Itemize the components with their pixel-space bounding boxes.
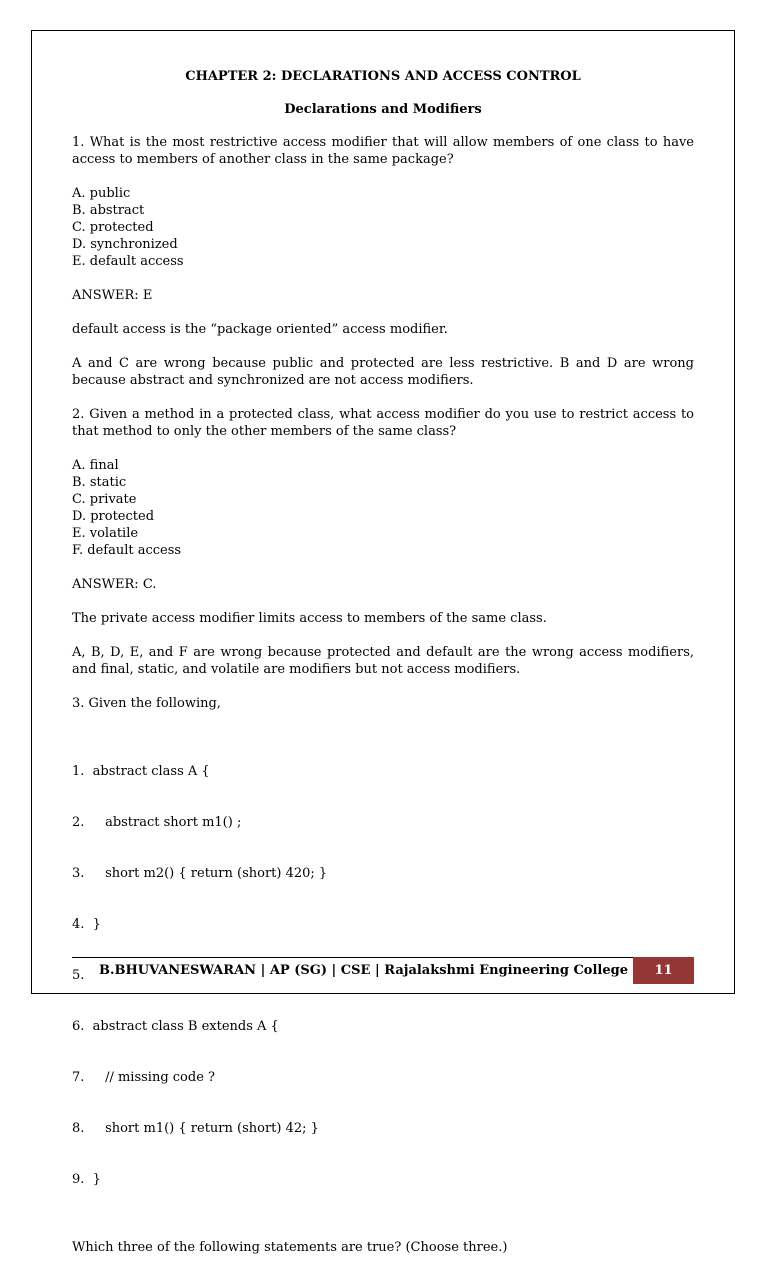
chapter-title: CHAPTER 2: DECLARATIONS AND ACCESS CONTROL [185, 69, 581, 84]
code-line: 5. [72, 968, 85, 983]
question-1-explanation-detail: A and C are wrong because public and protected are less restrictive. B and D are wrong because abstract and synchronized are not access modifiers. [72, 356, 694, 388]
question-1-options [72, 185, 694, 270]
code-line: 8. short m1() { return (short) 42; } [72, 1121, 319, 1136]
code-line: 2. abstract short m1() ; [72, 815, 242, 830]
question-2-options [72, 457, 694, 559]
question-1-answer: ANSWER: E [72, 288, 153, 303]
question-3: 3. Given the following, [72, 696, 221, 711]
option: A. final [72, 458, 119, 473]
question-2: 2. Given a method in a protected class, what access modifier do you use to restrict access to that method to only the other members of the same class? [72, 407, 694, 439]
code-line: 7. // missing code ? [72, 1070, 215, 1085]
option: D. protected [72, 509, 155, 524]
code-line: 3. short m2() { return (short) 420; } [72, 866, 328, 881]
option: E. volatile [72, 526, 139, 541]
option: B. abstract [72, 203, 145, 218]
question-2-explanation: The private access modifier limits access to members of the same class. [72, 611, 547, 626]
question-3-prompt: Which three of the following statements are true? (Choose three.) [72, 1240, 508, 1255]
option: D. synchronized [72, 237, 178, 252]
question-1-explanation: default access is the “package oriented” access modifier. [72, 322, 448, 337]
footer-text: B.BHUVANESWARAN | AP (SG) | CSE | Rajalakshmi Engineering College [98, 963, 628, 978]
option: F. default access [72, 543, 182, 558]
option: B. static [72, 475, 127, 490]
page-number-badge [633, 957, 694, 984]
document-body [72, 68, 694, 1273]
section-title: Declarations and Modifiers [284, 102, 482, 117]
footer-divider [72, 957, 694, 958]
page-number: 11 [654, 963, 673, 978]
code-line: 9. } [72, 1172, 101, 1187]
question-2-explanation-detail: A, B, D, E, and F are wrong because protected and default are the wrong access modifiers, and final, static, and volatile are modifiers but not access modifiers. [72, 645, 694, 677]
option: A. public [72, 186, 131, 201]
option: E. default access [72, 254, 184, 269]
option: C. private [72, 492, 137, 507]
option: C. protected [72, 220, 154, 235]
question-2-answer: ANSWER: C. [72, 577, 157, 592]
question-1: 1. What is the most restrictive access modifier that will allow members of one class to have access to members of another class in the same package? [72, 135, 694, 167]
code-line: 6. abstract class B extends A { [72, 1019, 279, 1034]
code-line: 1. abstract class A { [72, 764, 210, 779]
code-line: 4. } [72, 917, 101, 932]
